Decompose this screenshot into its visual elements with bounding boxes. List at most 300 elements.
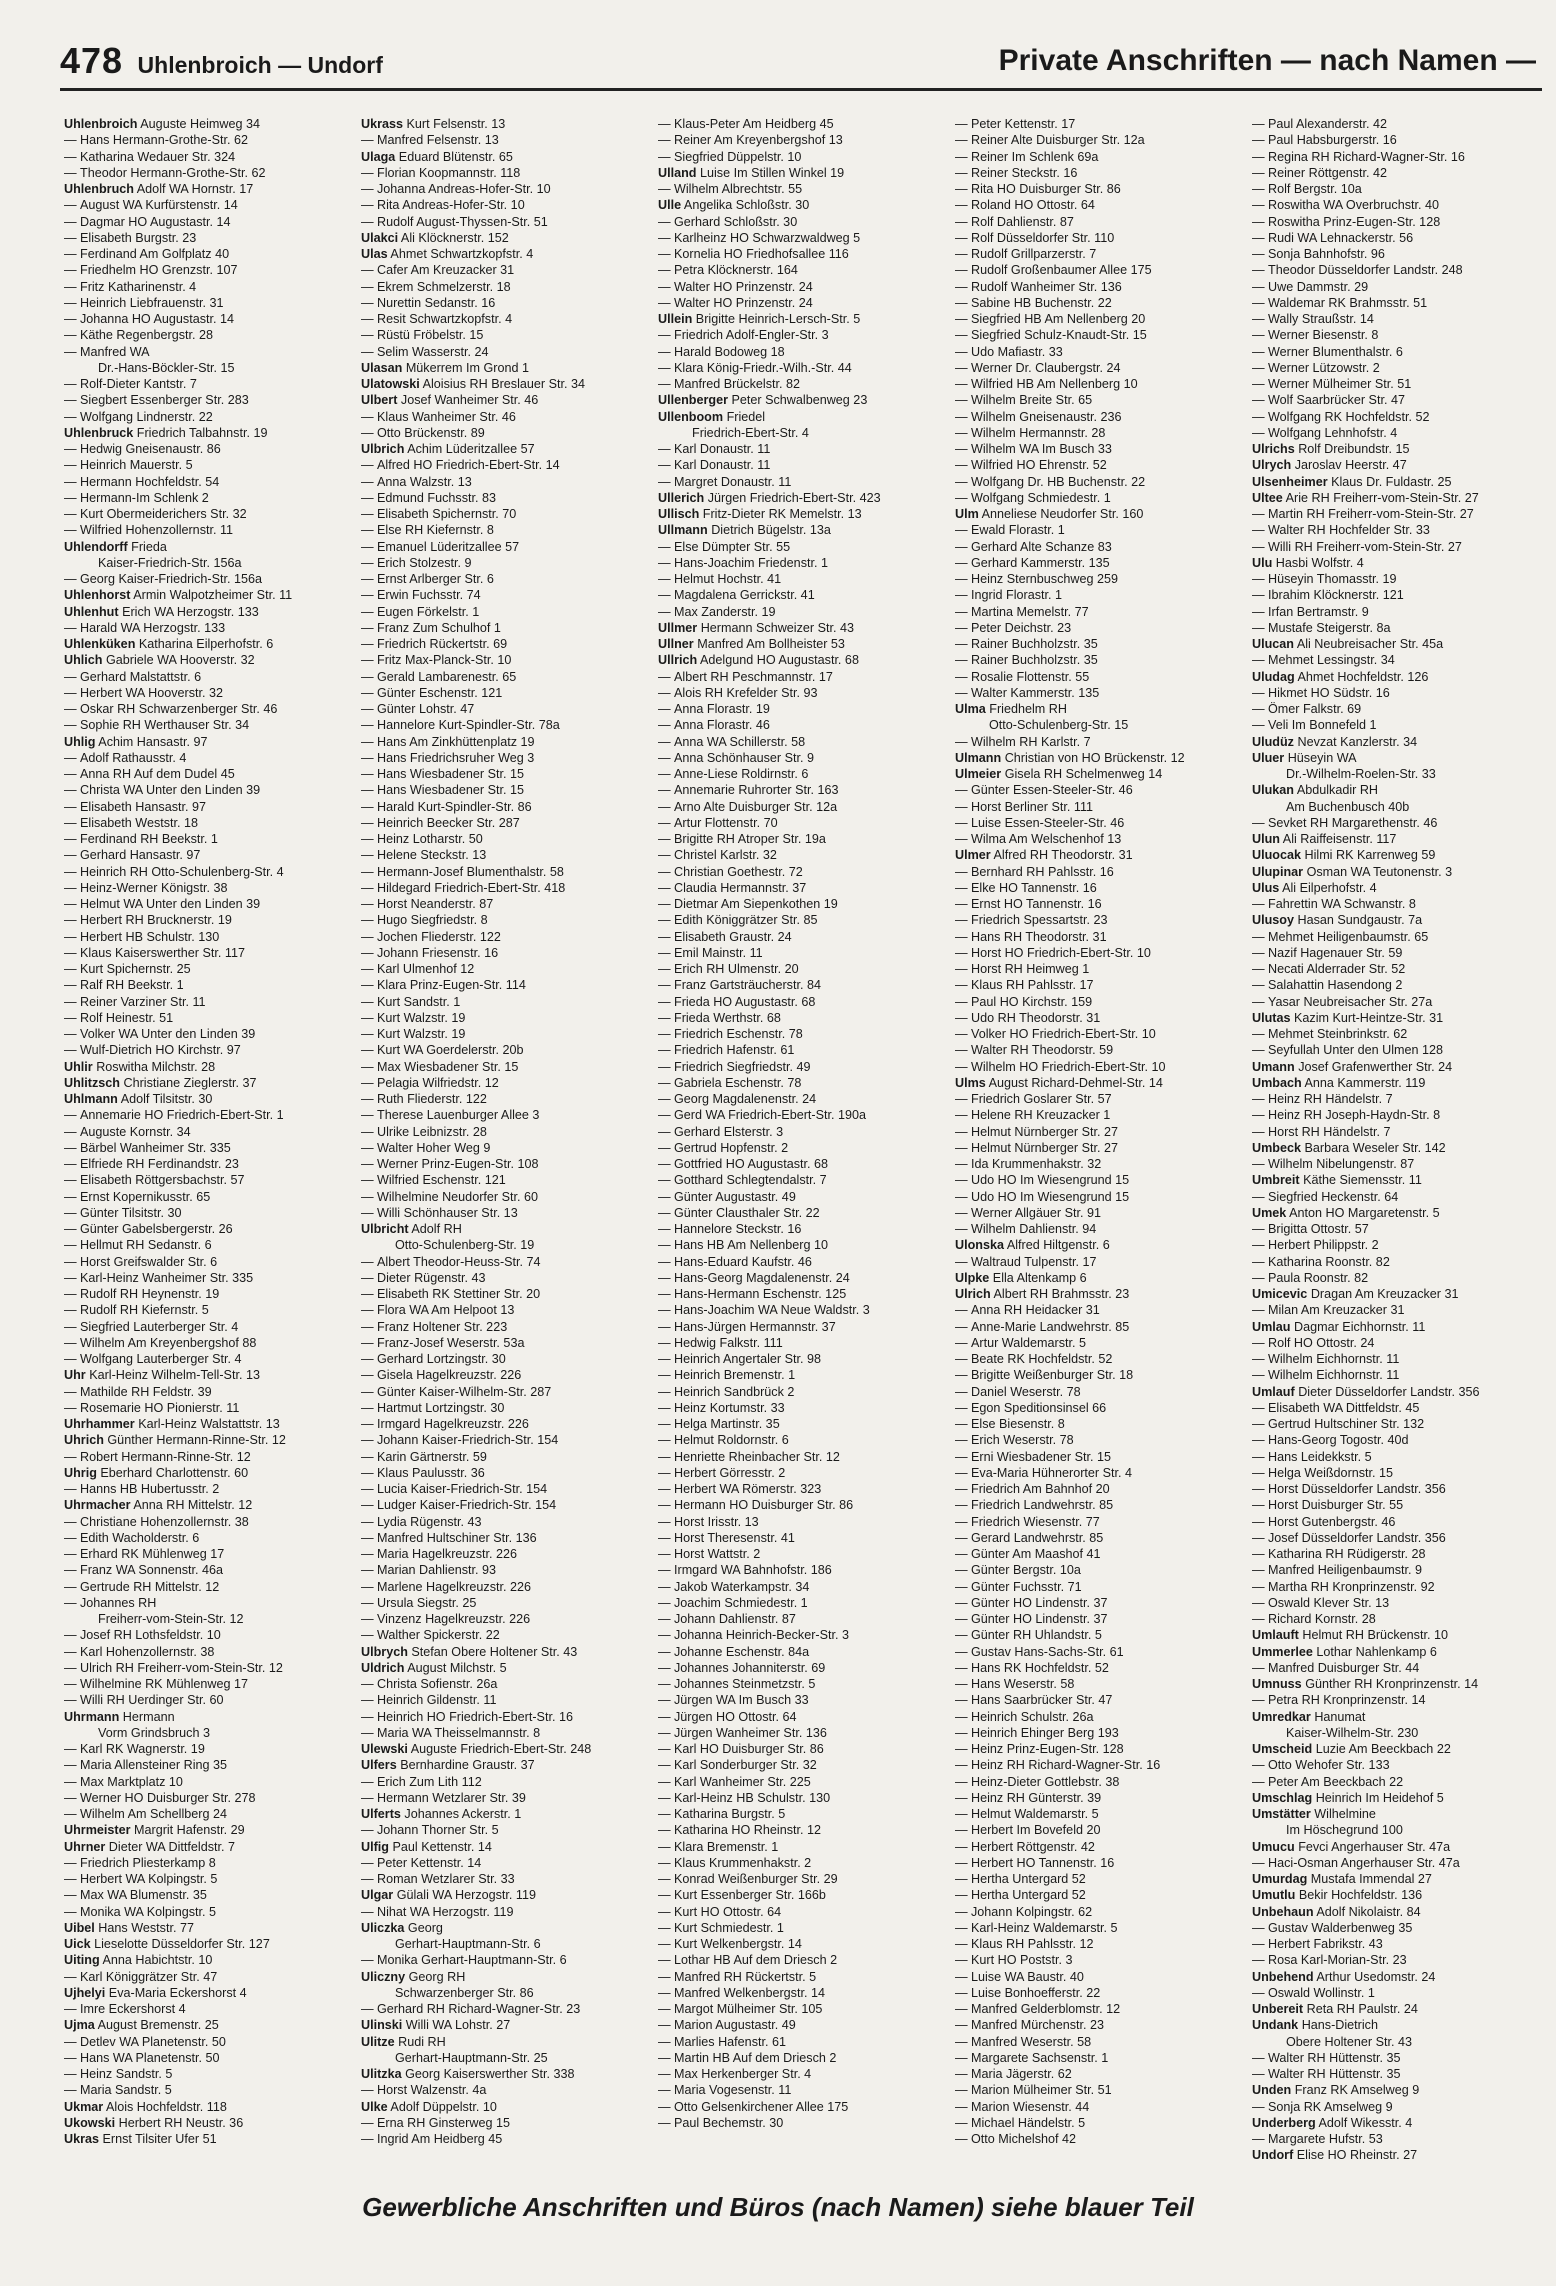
entry-dash: —	[1252, 507, 1265, 521]
directory-entry	[64, 1497, 354, 1513]
entry-dash: —	[955, 2050, 968, 2065]
directory-entry	[64, 847, 354, 863]
entry-text: Gabriele WA Hooverstr. 32	[105, 653, 255, 668]
entry-text: Christian von HO Brückenstr. 12	[1004, 750, 1185, 765]
entry-dash: —	[955, 945, 968, 960]
entry-dash: —	[1252, 523, 1265, 538]
entry-text: Anna Florastr. 19	[674, 702, 770, 716]
entry-text: Hartmut Lortzingstr. 30	[377, 1400, 505, 1415]
directory-entry	[361, 1140, 651, 1156]
entry-dash: —	[1252, 1189, 1265, 1204]
entry-dash: —	[658, 149, 671, 164]
entry-text: Erich RH Ulmenstr. 20	[674, 962, 799, 976]
entry-text: Maria Sandstr. 5	[80, 2083, 172, 2098]
entry-surname: Ulbrich	[361, 442, 405, 456]
entry-text: Reiner Steckstr. 16	[971, 165, 1078, 180]
directory-entry	[1252, 1497, 1542, 1513]
directory-entry	[361, 831, 651, 847]
directory-entry	[1252, 961, 1542, 977]
directory-entry	[658, 847, 948, 863]
entry-text: Alois Hochfeldstr. 118	[106, 2099, 227, 2114]
entry-surname: Uhlich	[64, 653, 103, 668]
entry-dash: —	[955, 962, 968, 976]
entry-text: Kurt Sandstr. 1	[377, 994, 461, 1009]
directory-entry	[1252, 831, 1542, 847]
entry-dash: —	[658, 1498, 671, 1513]
entry-dash: —	[361, 263, 374, 278]
entry-dash: —	[658, 1482, 671, 1496]
entry-text: Nurettin Sedanstr. 16	[377, 295, 496, 310]
entry-text: Otto-Schulenberg-Str. 19	[395, 1238, 535, 1253]
directory-entry	[361, 1936, 651, 1952]
entry-dash: —	[1252, 344, 1265, 359]
entry-dash: —	[361, 962, 374, 976]
entry-dash: —	[1252, 214, 1265, 229]
directory-entry	[658, 1871, 948, 1887]
entry-dash: —	[955, 458, 968, 473]
entry-text: Gerhart-Hauptmann-Str. 6	[395, 1937, 541, 1951]
directory-entry	[361, 214, 651, 230]
entry-dash: —	[658, 539, 671, 554]
entry-dash: —	[1252, 2132, 1265, 2146]
entry-dash: —	[955, 1449, 968, 1464]
entry-text: Siegbert Essenberger Str. 283	[80, 393, 249, 408]
entry-text: Dietmar Am Siepenkothen 19	[674, 897, 838, 911]
entry-text: Manfred Brückelstr. 82	[674, 377, 800, 391]
entry-text: Obere Holtener Str. 43	[1286, 2034, 1413, 2049]
entry-dash: —	[658, 1693, 671, 1708]
entry-dash: —	[361, 1319, 374, 1334]
entry-dash: —	[658, 978, 671, 993]
entry-dash: —	[955, 1807, 968, 1821]
entry-dash: —	[64, 945, 77, 960]
entry-text: Friedrich Landwehrstr. 85	[971, 1498, 1114, 1513]
entry-dash: —	[64, 962, 77, 976]
directory-entry	[955, 116, 1245, 132]
entry-text: Harald Kurt-Spindler-Str. 86	[377, 799, 532, 814]
entry-text: Wally Straußstr. 14	[1268, 312, 1374, 326]
entry-text: Otto Gelsenkirchener Allee 175	[674, 2099, 849, 2114]
entry-dash: —	[64, 198, 77, 213]
directory-entry	[361, 1627, 651, 1643]
entry-dash: —	[658, 1725, 671, 1740]
directory-entry	[64, 1335, 354, 1351]
entry-surname: Umlauf	[1252, 1384, 1295, 1399]
entry-text: Hüseyin Thomasstr. 19	[1268, 572, 1397, 586]
entry-surname: Umbreit	[1252, 1173, 1300, 1188]
directory-entry	[361, 539, 651, 555]
directory-entry	[361, 376, 651, 392]
entry-text: Anna RH Auf dem Dudel 45	[80, 767, 235, 781]
entry-text: Günter Eschenstr. 121	[377, 685, 503, 700]
entry-text: Aloisius RH Breslauer Str. 34	[422, 377, 585, 391]
entry-surname: Ummerlee	[1252, 1644, 1313, 1659]
entry-dash: —	[1252, 1482, 1265, 1496]
entry-dash: —	[955, 263, 968, 278]
entry-dash: —	[658, 133, 671, 148]
entry-text: Rosemarie HO Pionierstr. 11	[80, 1400, 240, 1415]
entry-surname: Ulatowski	[361, 377, 420, 391]
entry-dash: —	[64, 247, 77, 261]
entry-text: Reiner Varziner Str. 11	[80, 994, 206, 1009]
directory-entry	[1252, 474, 1542, 490]
entry-text: Arie RH Freiherr-vom-Stein-Str. 27	[1285, 490, 1479, 505]
directory-entry	[658, 1644, 948, 1660]
entry-text: Jakob Waterkampstr. 34	[674, 1579, 810, 1594]
directory-entry	[64, 961, 354, 977]
entry-text: Erich Zum Lith 112	[377, 1774, 482, 1789]
directory-entry	[64, 230, 354, 246]
entry-text: Erich Stolzestr. 9	[377, 555, 472, 570]
entry-dash: —	[361, 1465, 374, 1480]
directory-entry	[658, 1270, 948, 1286]
entry-text: Johannes Steinmetzstr. 5	[674, 1677, 816, 1691]
entry-text: Fritz Katharinenstr. 4	[80, 279, 197, 294]
directory-entry	[1252, 1855, 1542, 1871]
directory-entry	[658, 961, 948, 977]
directory-entry	[955, 1302, 1245, 1318]
entry-dash: —	[955, 555, 968, 570]
entry-text: Rosalie Flottenstr. 55	[971, 669, 1090, 684]
directory-entry	[64, 214, 354, 230]
entry-text: Nihat WA Herzogstr. 119	[377, 1904, 514, 1919]
entry-dash: —	[361, 734, 374, 749]
entry-text: Anna RH Mittelstr. 12	[133, 1498, 253, 1513]
directory-entry	[658, 425, 948, 441]
entry-dash: —	[1252, 1985, 1265, 2000]
entry-text: Heinz RH Händelstr. 7	[1268, 1092, 1393, 1106]
entry-dash: —	[658, 1774, 671, 1789]
entry-text: Elisabeth Burgstr. 23	[80, 230, 197, 245]
entry-text: Heinz RH Günterstr. 39	[971, 1790, 1102, 1805]
entry-text: Max Zanderstr. 19	[674, 604, 776, 619]
entry-dash: —	[955, 978, 968, 993]
entry-text: Georg RH	[408, 1969, 466, 1984]
directory-entry	[1252, 880, 1542, 896]
entry-dash: —	[955, 1400, 968, 1415]
entry-dash: —	[955, 799, 968, 814]
entry-text: Friedel	[726, 409, 766, 424]
entry-dash: —	[64, 783, 77, 798]
directory-entry	[1252, 1302, 1542, 1318]
entry-text: Hans Wiesbadener Str. 15	[377, 783, 525, 798]
entry-text: Günter Augustastr. 49	[674, 1189, 796, 1204]
directory-entry	[361, 994, 651, 1010]
directory-entry	[361, 165, 651, 181]
entry-surname: Uliczny	[361, 1969, 406, 1984]
directory-entry	[1252, 799, 1542, 815]
entry-text: Walter RH Hüttenstr. 35	[1268, 2050, 1401, 2065]
entry-surname: Uhrhammer	[64, 1417, 135, 1431]
entry-text: Irmgard WA Bahnhofstr. 186	[674, 1563, 832, 1578]
entry-dash: —	[955, 409, 968, 424]
entry-text: Herbert Fabrikstr. 43	[1268, 1937, 1383, 1951]
directory-entry	[658, 1709, 948, 1725]
entry-dash: —	[658, 182, 671, 196]
directory-entry	[1252, 2066, 1542, 2082]
entry-dash: —	[64, 1238, 77, 1253]
entry-text: Werner Allgäuer Str. 91	[971, 1205, 1101, 1220]
directory-entry	[1252, 864, 1542, 880]
directory-entry	[658, 685, 948, 701]
directory-entry	[955, 1010, 1245, 1026]
entry-dash: —	[658, 945, 671, 960]
entry-dash: —	[955, 279, 968, 294]
entry-dash: —	[361, 1677, 374, 1691]
directory-entry	[955, 2115, 1245, 2131]
entry-surname: Ulmann	[955, 750, 1002, 765]
entry-text: Heinrich Beecker Str. 287	[377, 815, 520, 830]
directory-entry	[955, 1822, 1245, 1838]
entry-dash: —	[361, 750, 374, 765]
entry-text: Horst RH Händelstr. 7	[1268, 1124, 1391, 1139]
entry-dash: —	[1252, 295, 1265, 310]
directory-entry	[64, 279, 354, 295]
entry-text: Artur Flottenstr. 70	[674, 815, 778, 830]
entry-surname: Ulucan	[1252, 637, 1294, 651]
entry-dash: —	[1252, 1774, 1265, 1789]
entry-text: Freiherr-vom-Stein-Str. 12	[98, 1612, 244, 1626]
entry-text: Martin RH Freiherr-vom-Stein-Str. 27	[1268, 507, 1474, 521]
entry-text: Gertrud Hultschiner Str. 132	[1268, 1417, 1425, 1431]
entry-dash: —	[1252, 1222, 1265, 1236]
entry-text: Friedrich Eschenstr. 78	[674, 1027, 803, 1041]
directory-entry	[658, 604, 948, 620]
entry-surname: Ulitze	[361, 2034, 395, 2049]
directory-entry	[1252, 620, 1542, 636]
entry-text: Stefan Obere Holtener Str. 43	[411, 1644, 578, 1659]
entry-dash: —	[658, 1108, 671, 1123]
entry-text: Gerhard Alte Schanze 83	[971, 539, 1112, 554]
directory-entry	[64, 539, 354, 555]
entry-dash: —	[361, 848, 374, 863]
entry-text: Joachim Schmiedestr. 1	[674, 1595, 808, 1610]
directory-entry	[955, 1595, 1245, 1611]
entry-dash: —	[361, 344, 374, 359]
directory-entry	[1252, 1367, 1542, 1383]
entry-text: Gustav Walderbenweg 35	[1268, 1920, 1413, 1935]
directory-entry	[658, 230, 948, 246]
entry-surname: Unbehend	[1252, 1969, 1314, 1984]
entry-text: Günter Bergstr. 10a	[971, 1563, 1081, 1578]
entry-dash: —	[658, 1758, 671, 1773]
entry-text: Hannelore Kurt-Spindler-Str. 78a	[377, 718, 560, 733]
directory-entry	[361, 409, 651, 425]
entry-surname: Ulrichs	[1252, 442, 1295, 456]
directory-entry	[1252, 1611, 1542, 1627]
directory-entry	[955, 1384, 1245, 1400]
entry-text: Konrad Weißenburger Str. 29	[674, 1872, 838, 1886]
directory-entry	[64, 1546, 354, 1562]
entry-text: Ernst HO Tannenstr. 16	[971, 897, 1102, 911]
directory-entry	[955, 474, 1245, 490]
directory-entry	[955, 1221, 1245, 1237]
entry-surname: Ulle	[658, 198, 682, 213]
directory-entry	[64, 1806, 354, 1822]
directory-entry	[955, 1757, 1245, 1773]
directory-entry	[658, 2017, 948, 2033]
entry-text: Karl Königgrätzer Str. 47	[80, 1969, 218, 1984]
entry-text: Hannelore Steckstr. 16	[674, 1222, 802, 1236]
directory-entry	[361, 1335, 651, 1351]
entry-dash: —	[955, 1644, 968, 1659]
entry-text: Helene Steckstr. 13	[377, 848, 487, 863]
entry-text: Siegfried Lauterberger Str. 4	[80, 1319, 239, 1334]
entry-text: Haci-Osman Angerhauser Str. 47a	[1268, 1855, 1460, 1870]
entry-text: Uwe Dammstr. 29	[1268, 279, 1369, 294]
directory-entry	[1252, 246, 1542, 262]
entry-dash: —	[1252, 312, 1265, 326]
entry-text: Hans-Joachim WA Neue Waldstr. 3	[674, 1303, 870, 1318]
entry-surname: Ukras	[64, 2132, 100, 2146]
entry-dash: —	[658, 604, 671, 619]
entry-surname: Ulsenheimer	[1252, 474, 1328, 489]
entry-text: Eberhard Charlottenstr. 60	[100, 1465, 249, 1480]
entry-text: Roswitha WA Overbruchstr. 40	[1268, 198, 1440, 213]
entry-text: Johannes Johanniterstr. 69	[674, 1660, 826, 1675]
directory-entry	[1252, 116, 1542, 132]
directory-entry	[658, 1790, 948, 1806]
entry-text: Monika Gerhart-Hauptmann-Str. 6	[377, 1953, 567, 1968]
directory-entry	[955, 1205, 1245, 1221]
entry-dash: —	[658, 880, 671, 895]
entry-dash: —	[1252, 945, 1265, 960]
entry-dash: —	[955, 2115, 968, 2130]
directory-entry	[64, 896, 354, 912]
directory-entry	[658, 1319, 948, 1335]
entry-text: Horst Greifswalder Str. 6	[80, 1254, 218, 1269]
directory-entry	[1252, 197, 1542, 213]
entry-text: Hans Leidekkstr. 5	[1268, 1449, 1372, 1464]
entry-text: Anneliese Neudorfer Str. 160	[981, 507, 1144, 521]
entry-text: Walter RH Hüttenstr. 35	[1268, 2067, 1401, 2081]
entry-dash: —	[955, 1790, 968, 1805]
entry-dash: —	[1252, 702, 1265, 716]
directory-entry	[1252, 1790, 1542, 1806]
entry-text: Abdulkadir RH	[1296, 783, 1379, 798]
entry-dash: —	[658, 279, 671, 294]
entry-text: Roswitha Prinz-Eugen-Str. 128	[1268, 214, 1441, 229]
directory-entry	[361, 1189, 651, 1205]
directory-entry	[361, 1562, 651, 1578]
directory-entry	[361, 1172, 651, 1188]
entry-surname: Unbehaun	[1252, 1904, 1314, 1919]
entry-surname: Umschlag	[1252, 1790, 1313, 1805]
entry-text: Erhard RK Mühlenweg 17	[80, 1547, 225, 1561]
entry-surname: Umurdag	[1252, 1872, 1308, 1886]
entry-dash: —	[64, 1043, 77, 1058]
entry-dash: —	[361, 1725, 374, 1740]
entry-dash: —	[64, 1969, 77, 1984]
entry-dash: —	[658, 1287, 671, 1301]
directory-entry	[64, 1644, 354, 1660]
entry-text: Katharina Roonstr. 82	[1268, 1254, 1390, 1269]
directory-entry	[955, 425, 1245, 441]
entry-text: Resit Schwartzkopfstr. 4	[377, 312, 513, 326]
entry-surname: Ulasan	[361, 360, 403, 375]
entry-text: Gülali WA Herzogstr. 119	[396, 1888, 536, 1903]
directory-entry	[361, 1221, 651, 1237]
entry-text: Lieselotte Düsseldorfer Str. 127	[94, 1937, 270, 1951]
directory-entry	[658, 1286, 948, 1302]
entry-dash: —	[1252, 409, 1265, 424]
directory-entry	[955, 1952, 1245, 1968]
entry-dash: —	[361, 1400, 374, 1415]
directory-entry	[64, 1611, 354, 1627]
entry-dash: —	[1252, 1043, 1265, 1058]
entry-dash: —	[955, 1498, 968, 1513]
directory-entry	[955, 961, 1245, 977]
entry-dash: —	[361, 1287, 374, 1301]
directory-entry	[1252, 181, 1542, 197]
directory-entry	[1252, 1221, 1542, 1237]
entry-text: Kurt Schmiedestr. 1	[674, 1920, 784, 1935]
directory-entry	[658, 2050, 948, 2066]
directory-entry	[658, 1416, 948, 1432]
directory-entry	[658, 864, 948, 880]
entry-text: Yasar Neubreisacher Str. 27a	[1268, 994, 1433, 1009]
directory-entry	[361, 734, 651, 750]
directory-entry	[1252, 1124, 1542, 1140]
directory-entry	[64, 1660, 354, 1676]
directory-entry	[64, 1839, 354, 1855]
directory-entry	[64, 1075, 354, 1091]
entry-dash: —	[64, 1644, 77, 1659]
entry-text: Friedrich Wiesenstr. 77	[971, 1514, 1100, 1529]
entry-dash: —	[64, 1563, 77, 1578]
entry-text: Dragan Am Kreuzacker 31	[1310, 1287, 1459, 1301]
entry-dash: —	[658, 1709, 671, 1724]
entry-text: Paul Bechemstr. 30	[674, 2115, 784, 2130]
entry-text: Walter Hoher Weg 9	[377, 1140, 491, 1155]
entry-dash: —	[1252, 1465, 1265, 1480]
entry-text: Volker WA Unter den Linden 39	[80, 1027, 256, 1041]
directory-entry	[64, 506, 354, 522]
entry-text: Vorm Grindsbruch 3	[98, 1725, 210, 1740]
entry-text: Gerhard Kammerstr. 135	[971, 555, 1110, 570]
entry-text: Walter RH Hochfelder Str. 33	[1268, 523, 1430, 538]
entry-dash: —	[361, 1352, 374, 1366]
entry-text: Wilfried HO Ehrenstr. 52	[971, 458, 1107, 473]
directory-entry	[658, 1692, 948, 1708]
directory-entry	[64, 1579, 354, 1595]
entry-text: Erwin Fuchsstr. 74	[377, 588, 481, 603]
entry-text: Auguste Friedrich-Ebert-Str. 248	[410, 1742, 592, 1756]
entry-text: Theodor Düsseldorfer Landstr. 248	[1268, 263, 1463, 278]
entry-dash: —	[64, 230, 77, 245]
entry-text: Kurt Obermeiderichers Str. 32	[80, 507, 247, 521]
entry-text: Luise Im Stillen Winkel 19	[699, 165, 845, 180]
entry-dash: —	[658, 702, 671, 716]
entry-dash: —	[658, 1888, 671, 1903]
entry-dash: —	[361, 1563, 374, 1578]
entry-dash: —	[361, 1709, 374, 1724]
entry-text: Christa WA Unter den Linden 39	[80, 783, 261, 798]
entry-text: Armin Walpotzheimer Str. 11	[133, 588, 293, 603]
entry-surname: Ulinski	[361, 2018, 403, 2033]
entry-dash: —	[955, 572, 968, 586]
entry-text: Adolf RH	[411, 1222, 462, 1236]
entry-dash: —	[361, 1547, 374, 1561]
entry-dash: —	[955, 2018, 968, 2033]
entry-text: Marion Mülheimer Str. 51	[971, 2083, 1112, 2098]
entry-text: Heinz-Werner Königstr. 38	[80, 880, 228, 895]
entry-text: Herbert Röttgenstr. 42	[971, 1839, 1095, 1854]
entry-dash: —	[955, 1530, 968, 1545]
entry-text: Rita Andreas-Hofer-Str. 10	[377, 198, 525, 213]
entry-surname: Umek	[1252, 1205, 1287, 1220]
entry-text: Magdalena Gerrickstr. 41	[674, 588, 815, 603]
